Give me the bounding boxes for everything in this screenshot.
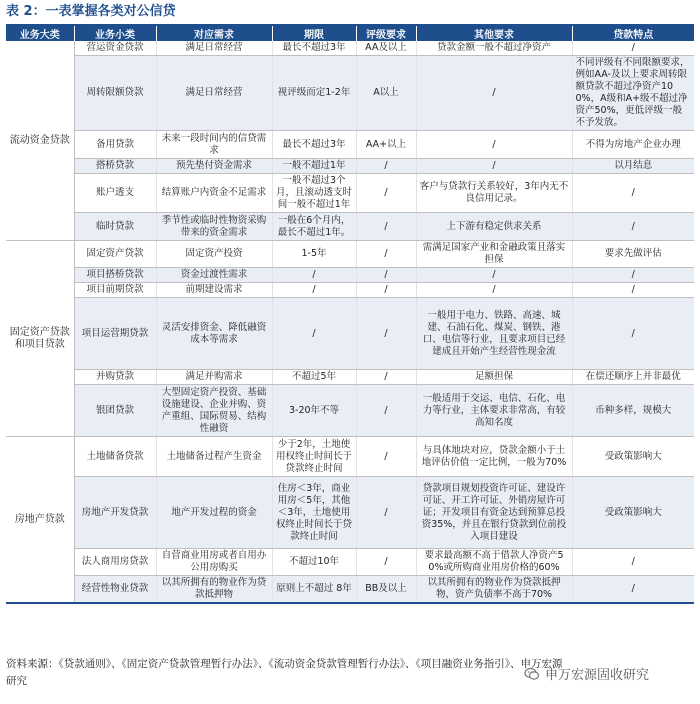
table-row [6,283,694,298]
demand-cell: 以其所拥有的物业作为贷款抵押物 [156,576,272,604]
features-cell: / [572,174,694,213]
term-cell: 一般不超过1年 [272,159,356,174]
rating-cell: / [356,283,416,298]
other-cell: 一般用于电力、铁路、高速、城建、石油石化、煤炭、钢铁、港口、电信等行业，且要求项目已经建成且开始产生经营性现金流 [416,298,572,370]
table-row [6,241,694,268]
table-row [6,213,694,241]
other-cell: / [416,283,572,298]
features-cell: / [572,576,694,604]
header-other: 其他要求 [416,25,572,41]
subcategory-cell: 周转限额贷款 [74,56,156,131]
rating-cell: A以上 [356,56,416,131]
other-cell: / [416,131,572,159]
features-cell: / [572,283,694,298]
demand-cell: 土地储备过程产生资金 [156,437,272,477]
table-row [6,437,694,477]
term-cell: 住房＜3年，商业用房＜5年，其他＜3年，土地使用权终止时间长于贷款终止时间 [272,477,356,549]
term-cell: 1-5年 [272,241,356,268]
source-note: 资料来源：《贷款通则》、《固定资产贷款管理暂行办法》、《流动资金贷款管理暂行办法》、《项目融资业务指引》、申万宏源研究 [6,658,563,687]
features-cell: 不得为房地产企业办理 [572,131,694,159]
term-cell: 不超过10年 [272,549,356,576]
rating-cell: / [356,385,416,437]
table-row [6,41,694,56]
rating-cell: / [356,241,416,268]
demand-cell: 大型固定资产投资、基础设施建设、企业并购、资产重组、国际贸易、结构性融资 [156,385,272,437]
table-row [6,385,694,437]
features-cell: / [572,41,694,56]
other-cell: 一般适用于交运、电信、石化、电力等行业，主体要求非常高，有较高知名度 [416,385,572,437]
features-cell: 受政策影响大 [572,437,694,477]
header-term: 期限 [272,25,356,41]
subcategory-cell: 项目运营期贷款 [74,298,156,370]
subcategory-cell: 房地产开发贷款 [74,477,156,549]
other-cell: 上下游有稳定供求关系 [416,213,572,241]
table-row [6,174,694,213]
features-cell: / [572,213,694,241]
table-title: 表 2：一表掌握各类对公信贷 [6,4,176,19]
subcategory-cell: 并购贷款 [74,370,156,385]
other-cell: / [416,268,572,283]
rating-cell: BB及以上 [356,576,416,604]
demand-cell: 季节性或临时性物资采购带来的资金需求 [156,213,272,241]
header-category: 业务大类 [6,25,74,41]
term-cell: 最长不超过3年 [272,131,356,159]
subcategory-cell: 搭桥贷款 [74,159,156,174]
other-cell: 与具体地块对应，贷款金额小于土地评估价值一定比例，一般为70% [416,437,572,477]
demand-cell: 预先垫付资金需求 [156,159,272,174]
demand-cell: 前期建设需求 [156,283,272,298]
subcategory-cell: 固定资产贷款 [74,241,156,268]
header-rating: 评级要求 [356,25,416,41]
other-cell: 足额担保 [416,370,572,385]
features-cell: 在偿还顺序上并非最优 [572,370,694,385]
term-cell: 最长不超过3年 [272,41,356,56]
other-cell: / [416,159,572,174]
term-cell: 一般在6个月内，最长不超过1年。 [272,213,356,241]
rating-cell: AA及以上 [356,41,416,56]
features-cell: 要求先做评估 [572,241,694,268]
header-features: 贷款特点 [572,25,694,41]
category-cell: 固定资产贷款和项目贷款 [6,241,74,437]
term-cell: 3-20年不等 [272,385,356,437]
watermark [524,664,649,683]
demand-cell: 固定资产投资 [156,241,272,268]
features-cell: 不同评级有不同限额要求，例如AA-及以上要求周转限额贷款不超过净资产100%，A级和A+级不超过净资产50%，更低评级一般不予发放。 [572,56,694,131]
subcategory-cell: 银团贷款 [74,385,156,437]
other-cell: 需满足国家产业和金融政策且落实担保 [416,241,572,268]
other-cell: 客户与贷款行关系较好，3年内无不良信用记录。 [416,174,572,213]
other-cell: / [416,56,572,131]
features-cell: / [572,549,694,576]
features-cell: / [572,298,694,370]
subcategory-cell: 经营性物业贷款 [74,576,156,604]
term-cell: 视评级而定1-2年 [272,56,356,131]
rating-cell: AA+以上 [356,131,416,159]
features-cell: / [572,268,694,283]
rating-cell: / [356,159,416,174]
table-row [6,56,694,131]
rating-cell: / [356,477,416,549]
subcategory-cell: 账户透支 [74,174,156,213]
subcategory-cell: 项目前期贷款 [74,283,156,298]
subcategory-cell: 备用贷款 [74,131,156,159]
rating-cell: / [356,268,416,283]
rating-cell: / [356,174,416,213]
other-cell: 以其所拥有的物业作为贷款抵押物，资产负债率不高于70% [416,576,572,604]
demand-cell: 满足日常经营 [156,56,272,131]
table-row [6,159,694,174]
category-cell: 房地产贷款 [6,437,74,604]
demand-cell: 结算账户内资金不足需求 [156,174,272,213]
demand-cell: 灵活安排资金、降低融资成本等需求 [156,298,272,370]
wechat-icon [524,666,540,682]
table-row [6,477,694,549]
header-row [6,25,694,41]
rating-cell: / [356,298,416,370]
subcategory-cell: 土地储备贷款 [74,437,156,477]
term-cell: / [272,268,356,283]
table-row [6,131,694,159]
table-row [6,268,694,283]
subcategory-cell: 临时贷款 [74,213,156,241]
demand-cell: 资金过渡性需求 [156,268,272,283]
table-row [6,549,694,576]
header-subcategory: 业务小类 [74,25,156,41]
loan-table [6,24,694,604]
demand-cell: 满足并购需求 [156,370,272,385]
term-cell: 原则上不超过 8年 [272,576,356,604]
subcategory-cell: 项目搭桥贷款 [74,268,156,283]
term-cell: 一般不超过3个月，且滚动透支时间一般不超过1年 [272,174,356,213]
category-cell: 流动资金贷款 [6,41,74,241]
features-cell: 币种多样，规模大 [572,385,694,437]
watermark-text: 申万宏源固收研究 [545,668,650,683]
header-demand: 对应需求 [156,25,272,41]
features-cell: 受政策影响大 [572,477,694,549]
table-row [6,298,694,370]
term-cell: / [272,283,356,298]
term-cell: / [272,298,356,370]
table-row [6,370,694,385]
other-cell: 贷款项目规划投资许可证、建设许可证、开工许可证、外销房屋许可证；开发项目有资金达到预算总投资35%，并且在银行贷款到位前投入项目建设 [416,477,572,549]
rating-cell: / [356,549,416,576]
term-cell: 少于2年，土地使用权终止时间长于贷款终止时间 [272,437,356,477]
rating-cell: / [356,370,416,385]
rating-cell: / [356,437,416,477]
subcategory-cell: 营运资金贷款 [74,41,156,56]
rating-cell: / [356,213,416,241]
demand-cell: 自营商业用房或者自用办公用房购买 [156,549,272,576]
other-cell: 贷款金额一般不超过净资产 [416,41,572,56]
table-row [6,576,694,604]
other-cell: 要求最高额不高于借款人净资产50%或所购商业用房价格的60% [416,549,572,576]
demand-cell: 满足日常经营 [156,41,272,56]
features-cell: 以月结息 [572,159,694,174]
table-body [6,41,694,603]
demand-cell: 未来一段时间内的信贷需求 [156,131,272,159]
subcategory-cell: 法人商用房贷款 [74,549,156,576]
term-cell: 不超过5年 [272,370,356,385]
demand-cell: 地产开发过程的资金 [156,477,272,549]
